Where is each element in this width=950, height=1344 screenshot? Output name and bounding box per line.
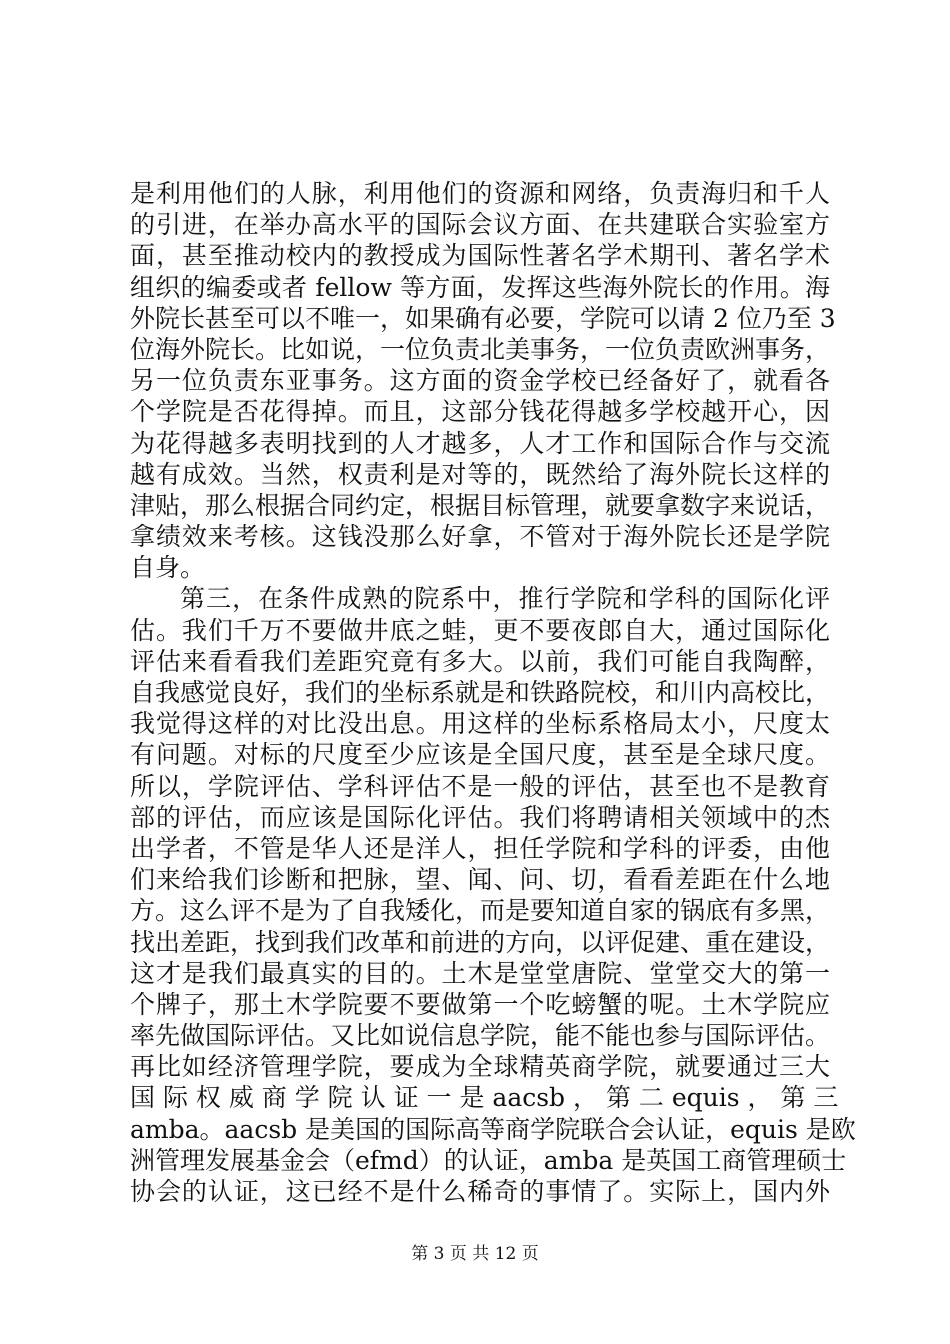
text-line: 位海外院长。比如说，一位负责北美事务，一位负责欧洲事务， (130, 334, 831, 364)
text-line: 国 际 权 威 商 学 院 认 证 一 是 aacsb ， 第 二 equis ， 第 三 (130, 1083, 839, 1113)
text-line: 个牌子，那土木学院要不要做第一个吃螃蟹的呢。土木学院应 (130, 989, 830, 1019)
text-line: 估。我们千万不要做井底之蛙，更不要夜郎自大，通过国际化 (130, 615, 830, 645)
text-line: 为花得越多表明找到的人才越多，人才工作和国际合作与交流 (130, 428, 830, 458)
text-line: 我觉得这样的对比没出息。用这样的坐标系格局太小，尺度太 (130, 709, 830, 739)
text-line: 们来给我们诊断和把脉，望、闻、问、切，看看差距在什么地 (130, 865, 830, 895)
text-line: 出学者，不管是华人还是洋人，担任学院和学科的评委，由他 (130, 833, 830, 863)
text-line: 协会的认证，这已经不是什么稀奇的事情了。实际上，国内外 (130, 1177, 830, 1206)
text-line: 自我感觉良好，我们的坐标系就是和铁路院校，和川内高校比， (130, 678, 831, 707)
text-line: 外院长甚至可以不唯一，如果确有必要，学院可以请 2 位乃至 3 (130, 303, 836, 333)
text-line: 洲管理发展基金会（efmd）的认证，amba 是英国工商管理硕士 (130, 1145, 847, 1175)
page-footer: 第 3 页 共 12 页 (411, 1244, 539, 1264)
text-line: 是利用他们的人脉，利用他们的资源和网络，负责海归和千人 (130, 179, 830, 208)
text-line: 越有成效。当然，权责利是对等的，既然给了海外院长这样的 (130, 459, 830, 489)
body-text (130, 178, 856, 1207)
text-line: 方。这么评不是为了自我矮化，而是要知道自家的锅底有多黑， (130, 896, 831, 926)
text-line: 率先做国际评估。又比如说信息学院，能不能也参与国际评估。 (130, 1021, 831, 1051)
text-line: 面，甚至推动校内的教授成为国际性著名学术期刊、著名学术 (130, 241, 830, 271)
text-line: 津贴，那么根据合同约定，根据目标管理，就要拿数字来说话， (130, 490, 831, 520)
text-line: 评估来看看我们差距究竟有多大。以前，我们可能自我陶醉， (130, 646, 830, 676)
text-line: 个学院是否花得掉。而且，这部分钱花得越多学校越开心，因 (130, 397, 830, 427)
text-line: 所以，学院评估、学科评估不是一般的评估，甚至也不是教育 (130, 771, 830, 801)
text-line: 有问题。对标的尺度至少应该是全国尺度，甚至是全球尺度。 (130, 740, 830, 770)
text-line: 拿绩效来考核。这钱没那么好拿，不管对于海外院长还是学院 (130, 522, 830, 552)
text-line: 部的评估，而应该是国际化评估。我们将聘请相关领域中的杰 (130, 802, 830, 832)
text-line: 找出差距，找到我们改革和前进的方向，以评促建、重在建设， (130, 927, 831, 957)
text-line: 自身。 (130, 553, 206, 583)
text-line: 这才是我们最真实的目的。土木是堂堂唐院、堂堂交大的第一 (130, 958, 830, 988)
text-line: 再比如经济管理学院，要成为全球精英商学院，就要通过三大 (130, 1052, 830, 1082)
text-line: 另一位负责东亚事务。这方面的资金学校已经备好了，就看各 (130, 366, 830, 396)
text-line: 组织的编委或者 fellow 等方面，发挥这些海外院长的作用。海 (130, 272, 830, 302)
text-line: 第三，在条件成熟的院系中，推行学院和学科的国际化评 (180, 584, 830, 614)
text-line: amba。aacsb 是美国的国际高等商学院联合会认证，equis 是欧 (130, 1114, 856, 1144)
text-line: 的引进，在举办高水平的国际会议方面、在共建联合实验室方 (130, 210, 830, 240)
